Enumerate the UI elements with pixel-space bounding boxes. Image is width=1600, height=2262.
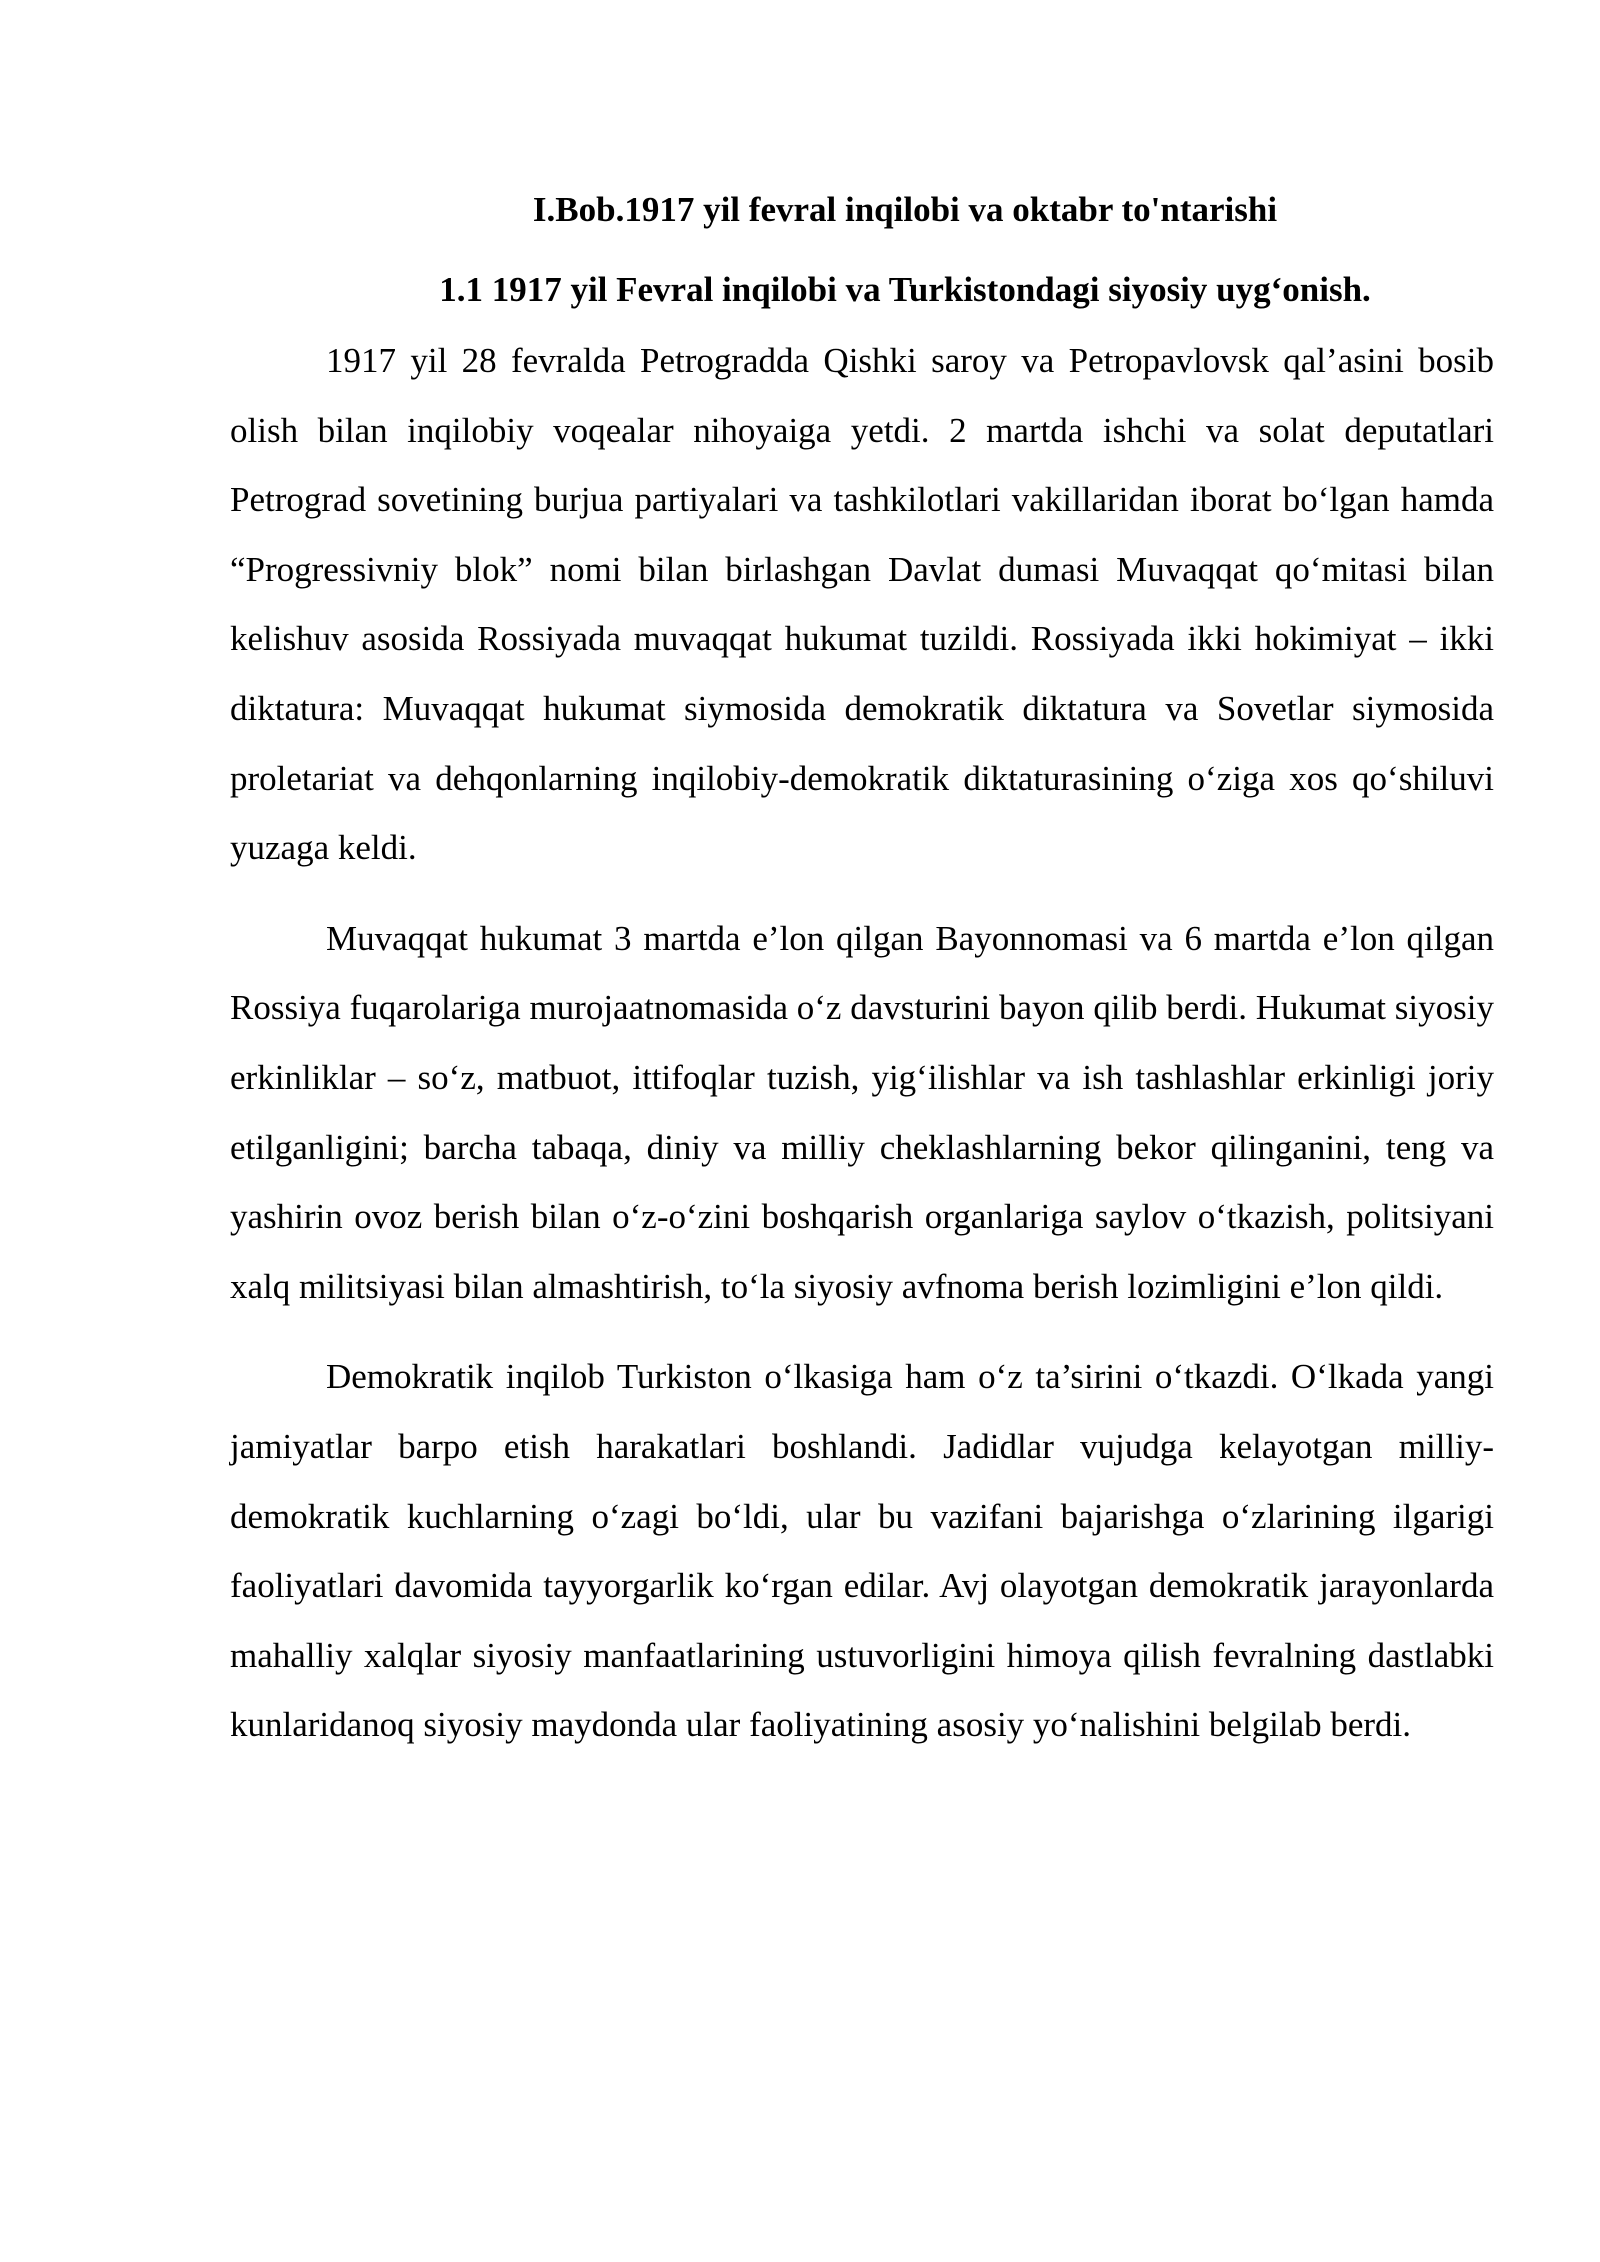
chapter-title: I.Bob.1917 yil fevral inqilobi va oktabr to'ntarishi (532, 190, 1278, 229)
section-title: 1.1 1917 yil Fevral inqilobi va Turkistondagi siyosiy uyg‘onish. (439, 270, 1371, 309)
paragraph: Demokratik inqilob Turkiston o‘lkasiga ham o‘z ta’sirini o‘tkazdi. O‘lkada yangi jamiyatlar barpo etish harakatlari boshlandi. Jadidlar vujudga kelayotgan milliy-demokratik kuchlarning o‘zagi bo‘ldi, ular bu vazifani bajarishga o‘zlarining ilgarigi faoliyatlari davomida tayyorgarlik ko‘rgan edilar. Avj olayotgan demokratik jarayonlarda mahalliy xalqlar siyosiy manfaatlarining ustuvorligini himoya qilish fevralning dastlabki kunlaridanoq siyosiy maydonda ular faoliyatining asosiy yo‘nalishini belgilab berdi. (230, 1357, 1494, 1745)
paragraph: 1917 yil 28 fevralda Petrogradda Qishki saroy va Petropavlovsk qal’asini bosib olish bilan inqilobiy voqealar nihoyaiga yetdi. 2 martda ishchi va solat deputatlari Petrograd sovetining burjua partiyalari va tashkilotlari vakillaridan iborat bo‘lgan hamda “Progressivniy blok” nomi bilan birlashgan Davlat dumasi Muvaqqat qo‘mitasi bilan kelishuv asosida Rossiyada muvaqqat hukumat tuzildi. Rossiyada ikki hokimiyat – ikki diktatura: Muvaqqat hukumat siymosida demokratik diktatura va Sovetlar siymosida proletariat va dehqonlarning inqilobiy-demokratik diktaturasining o‘ziga xos qo‘shiluvi yuzaga keldi. (230, 341, 1494, 868)
paragraph: Muvaqqat hukumat 3 martda e’lon qilgan Bayonnomasi va 6 martda e’lon qilgan Rossiya fuqarolariga murojaatnomasida o‘z davsturini bayon qilib berdi. Hukumat siyosiy erkinliklar – so‘z, matbuot, ittifoqlar tuzish, yig‘ilishlar va ish tashlashlar erkinligi joriy etilganligini; barcha tabaqa, diniy va milliy cheklashlarning bekor qilinganini, teng va yashirin ovoz berish bilan o‘z-o‘zini boshqarish organlariga saylov o‘tkazish, politsiyani xalq militsiyasi bilan almashtirish, to‘la siyosiy avfnoma berish lozimligini e’lon qildi. (230, 918, 1494, 1306)
body-text (230, 326, 1494, 1781)
